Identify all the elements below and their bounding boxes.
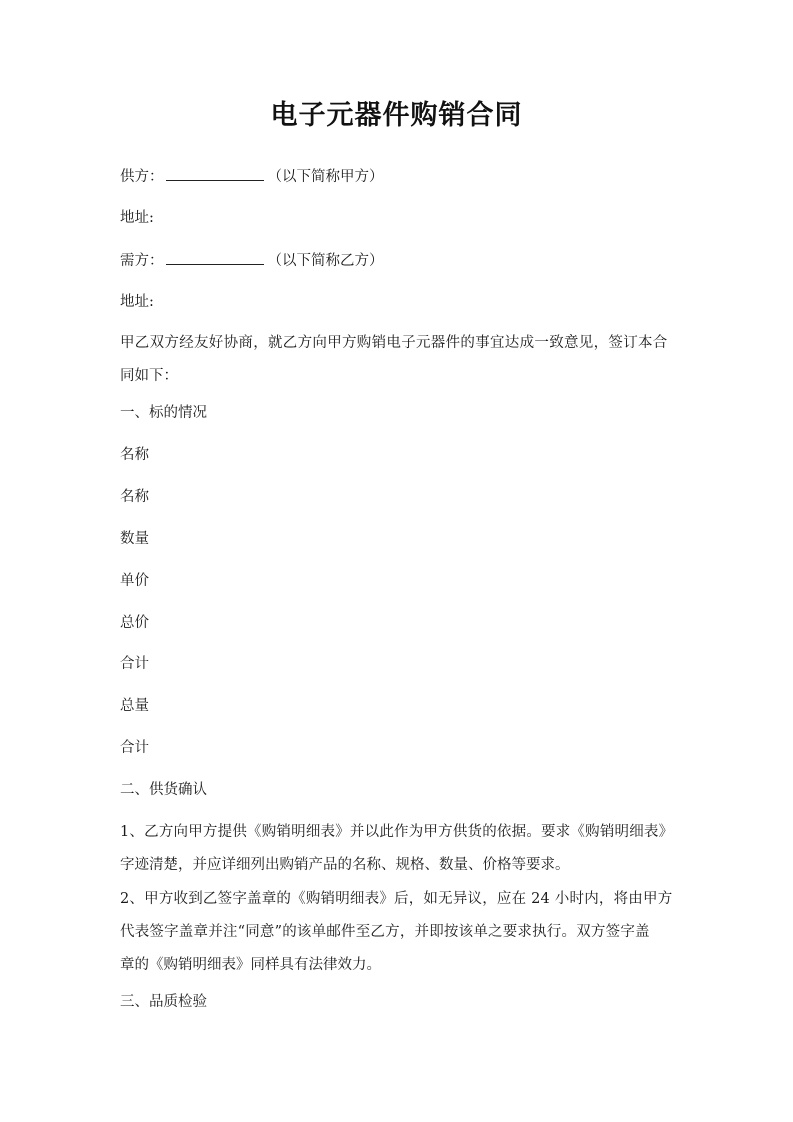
buyer-name-blank <box>166 250 264 265</box>
supplier-name-blank <box>166 166 264 181</box>
clause-2 <box>120 889 676 988</box>
clause-line: 2、甲方收到乙签字盖章的《购销明细表》后，如无异议，应在 24 小时内，将由甲方 <box>120 891 673 907</box>
item-label: 合计 <box>120 740 149 756</box>
item-label: 名称 <box>120 447 149 463</box>
item-label: 名称 <box>120 489 149 505</box>
item-label: 单价 <box>120 573 149 589</box>
item-label: 总量 <box>120 698 149 714</box>
clause-line: 章的《购销明细表》同样具有法律效力。 <box>120 957 381 973</box>
clause-line: 字迹清楚，并应详细列出购销产品的名称、规格、数量、价格等要求。 <box>120 857 570 873</box>
buyer-line <box>120 250 676 272</box>
buyer-note: （以下简称乙方） <box>267 253 384 269</box>
clause-1 <box>120 822 676 888</box>
item-label: 合计 <box>120 656 149 672</box>
supplier-line <box>120 166 676 188</box>
clause-line: 代表签字盖章并注“同意”的该单邮件至乙方，并即按该单之要求执行。双方签字盖 <box>120 924 650 940</box>
section1-heading: 一、标的情况 <box>120 405 207 421</box>
supplier-label: 供方： <box>120 169 164 185</box>
section3-heading: 三、品质检验 <box>120 994 207 1010</box>
intro-line: 甲乙双方经友好协商，就乙方向甲方购销电子元器件的事宜达成一致意见，签订本合 <box>120 335 668 351</box>
buyer-label: 需方： <box>120 253 164 269</box>
supplier-note: （以下简称甲方） <box>267 169 384 185</box>
item-label: 数量 <box>120 531 149 547</box>
intro-line: 同如下： <box>120 368 178 384</box>
item-label: 总价 <box>120 615 149 631</box>
section2-heading: 二、供货确认 <box>120 782 207 798</box>
supplier-address: 地址: <box>120 210 154 226</box>
intro-paragraph <box>120 333 676 399</box>
clause-line: 1、乙方向甲方提供《购销明细表》并以此作为甲方供货的依据。要求《购销明细表》 <box>120 824 674 840</box>
buyer-address: 地址: <box>120 294 154 310</box>
document-title: 电子元器件购销合同 <box>270 100 523 131</box>
